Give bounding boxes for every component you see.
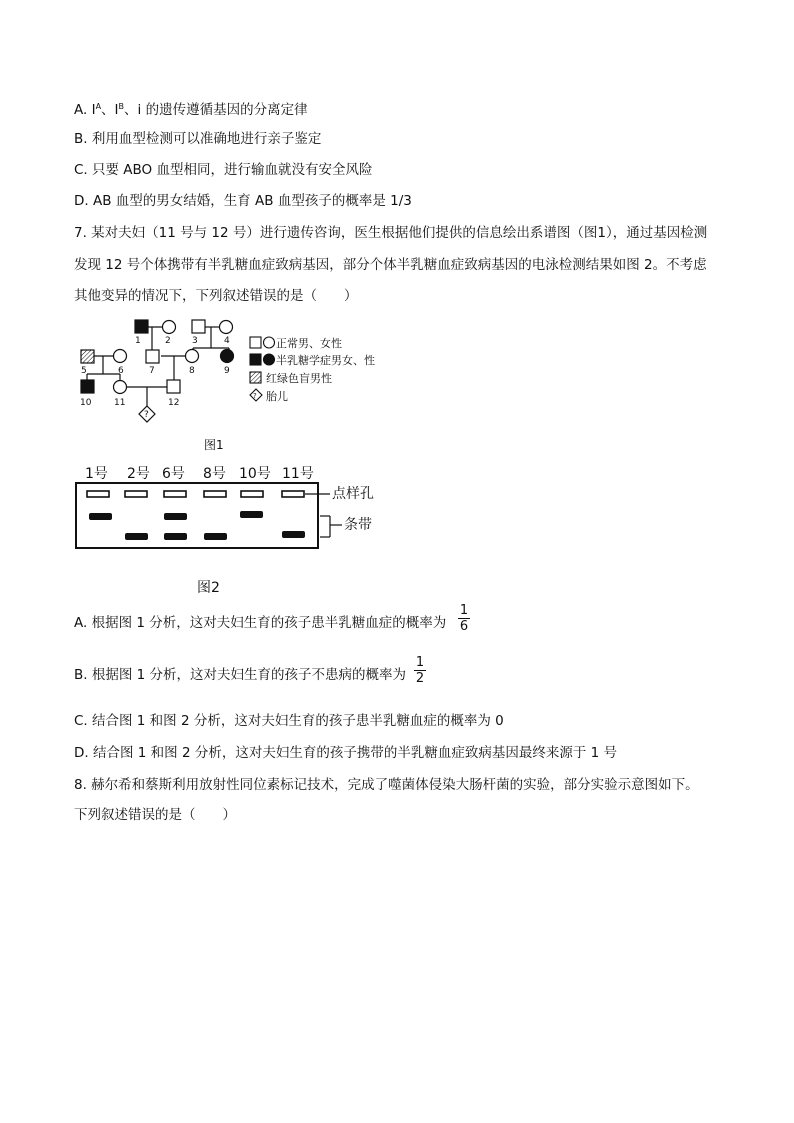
svg-text:8号: 8号 — [203, 466, 226, 482]
option-6d: D. AB 血型的男女结婚，生育 AB 血型孩子的概率是 1/3 — [74, 193, 412, 209]
svg-text:2: 2 — [165, 336, 171, 346]
svg-text:胎儿: 胎儿 — [266, 390, 288, 403]
electrophoresis-figure — [74, 458, 394, 554]
svg-text:2号: 2号 — [127, 466, 150, 482]
pedigree-figure — [74, 316, 414, 428]
well-11 — [282, 491, 304, 497]
individual-8 — [186, 350, 199, 363]
svg-text:点样孔: 点样孔 — [332, 486, 374, 502]
individual-5 — [81, 350, 94, 363]
option-6b: B. 利用血型检测可以准确地进行亲子鉴定 — [74, 131, 322, 147]
figure-1-caption: 图1 — [204, 438, 224, 452]
legend-affected-male — [250, 354, 261, 365]
svg-text:5: 5 — [81, 366, 87, 376]
legend-affected-female — [264, 354, 275, 365]
option-6a: A. $I^A$、$I^B$、i 的遗传遵循基因的分离定律 — [74, 102, 308, 118]
question-7-stem-1: 7. 某对夫妇（11 号与 12 号）进行遗传咨询，医生根据他们提供的信息绘出系谱图（图1），通过基因检测 — [74, 225, 708, 241]
question-7-stem-3: 其他变异的情况下，下列叙述错误的是（ ） — [74, 288, 358, 304]
fraction-7a: 1 6 — [459, 603, 469, 634]
individual-3 — [192, 320, 205, 333]
individual-10 — [81, 380, 94, 393]
well-2 — [125, 491, 147, 497]
svg-text:8: 8 — [189, 366, 195, 376]
band-6-upper — [164, 513, 187, 520]
legend-colorblind-male — [250, 372, 261, 383]
option-7a: A. 根据图 1 分析，这对夫妇生育的孩子患半乳糖血症的概率为 — [74, 615, 447, 631]
svg-text:9: 9 — [224, 366, 230, 376]
svg-text:1: 1 — [135, 336, 141, 346]
svg-text:条带: 条带 — [344, 517, 372, 533]
question-8-stem-2: 下列叙述错误的是（ ） — [74, 807, 236, 823]
svg-text:11: 11 — [114, 398, 126, 408]
band-10-upper — [240, 511, 263, 518]
svg-text:红绿色盲男性: 红绿色盲男性 — [266, 372, 332, 385]
fraction-7b: 1 2 — [415, 655, 425, 686]
individual-2 — [163, 321, 176, 334]
well-1 — [87, 491, 109, 497]
svg-text:12: 12 — [168, 398, 180, 408]
svg-text:?: ? — [144, 410, 149, 420]
individual-6 — [114, 350, 127, 363]
svg-text:6号: 6号 — [162, 466, 185, 482]
svg-text:11号: 11号 — [282, 466, 314, 482]
option-7c: C. 结合图 1 和图 2 分析，这对夫妇生育的孩子患半乳糖血症的概率为 0 — [74, 713, 504, 729]
individual-11 — [114, 381, 127, 394]
band-8-lower — [204, 533, 227, 540]
question-8-stem-1: 8. 赫尔希和蔡斯利用放射性同位素标记技术，完成了噬菌体侵染大肠杆菌的实验，部分实验示意图如下。 — [74, 777, 699, 793]
individual-1 — [135, 320, 148, 333]
individual-9 — [221, 350, 234, 363]
svg-text:正常男、女性: 正常男、女性 — [276, 337, 342, 350]
svg-text:半乳糖学症男女、性: 半乳糖学症男女、性 — [276, 354, 375, 367]
question-7-stem-2: 发现 12 号个体携带有半乳糖血症致病基因，部分个体半乳糖血症致病基因的电泳检测结果如图 2。不考虑 — [74, 257, 707, 273]
band-6-lower — [164, 533, 187, 540]
well-8 — [204, 491, 226, 497]
svg-text:3: 3 — [192, 336, 198, 346]
svg-text:6: 6 — [118, 366, 124, 376]
well-6 — [164, 491, 186, 497]
figure-2-caption: 图2 — [197, 580, 220, 596]
svg-text:?: ? — [253, 392, 257, 400]
option-7d: D. 结合图 1 和图 2 分析，这对夫妇生育的孩子携带的半乳糖血症致病基因最终来源于 1 号 — [74, 745, 617, 761]
band-1-upper — [89, 513, 112, 520]
svg-text:10号: 10号 — [239, 466, 271, 482]
svg-text:4: 4 — [224, 336, 230, 346]
option-7b: B. 根据图 1 分析，这对夫妇生育的孩子不患病的概率为 — [74, 667, 407, 683]
individual-7 — [146, 350, 159, 363]
option-6c: C. 只要 ABO 血型相同，进行输血就没有安全风险 — [74, 162, 373, 178]
svg-text:7: 7 — [149, 366, 155, 376]
legend-normal-male — [250, 337, 261, 348]
band-2-lower — [125, 533, 148, 540]
legend-normal-female — [264, 337, 275, 348]
band-11-lower — [282, 531, 305, 538]
individual-12 — [167, 380, 180, 393]
svg-text:1号: 1号 — [85, 466, 108, 482]
well-10 — [241, 491, 263, 497]
svg-text:10: 10 — [80, 398, 92, 408]
individual-4 — [220, 321, 233, 334]
